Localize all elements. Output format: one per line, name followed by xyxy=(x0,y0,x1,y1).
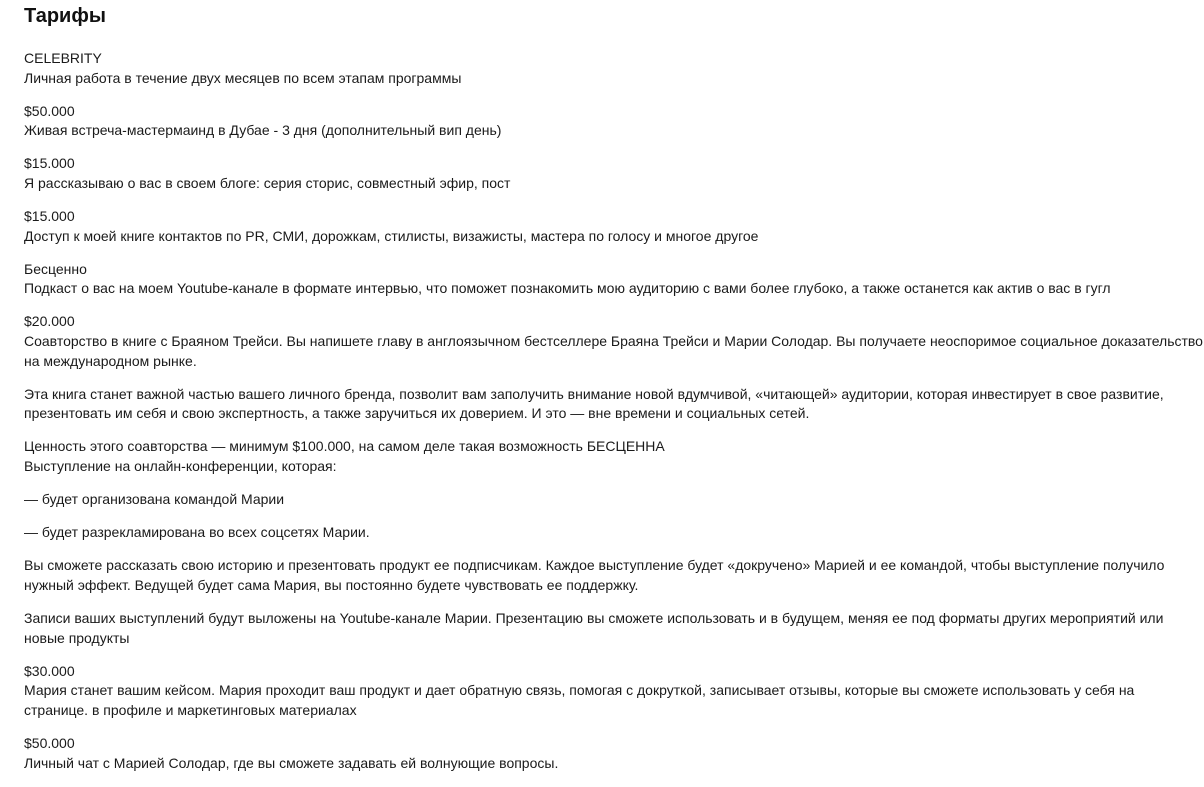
text-line: $20.000 xyxy=(24,313,75,330)
tariff-paragraph xyxy=(24,207,1204,246)
text-line: Соавторство в книге с Браяном Трейси. Вы напишете главу в англоязычном бестселлере Браяна Трейси и Марии Солодар. Вы получаете неоспоримое социальное доказательство xyxy=(24,333,1203,350)
text-line: Ценность этого соавторства — минимум $100.000, на самом деле такая возможность БЕСЦЕННА xyxy=(24,438,665,455)
text-line: странице. в профиле и маркетинговых материалах xyxy=(24,701,357,718)
tariff-paragraph xyxy=(24,312,1204,371)
text-line: Я рассказываю о вас в своем блоге: серия сторис, совместный эфир, пост xyxy=(24,174,511,191)
tariff-paragraph xyxy=(24,385,1204,424)
text-line: Подкаст о вас на моем Youtube-канале в формате интервью, что поможет познакомить мою аудиторию с вами более глубоко, а также останется как актив о вас в гугл xyxy=(24,280,1111,297)
text-line: новые продукты xyxy=(24,629,130,646)
tariff-paragraph xyxy=(24,154,1204,193)
text-line: Личная работа в течение двух месяцев по всем этапам программы xyxy=(24,69,462,86)
page-content xyxy=(24,0,1204,787)
text-line: нужный эффект. Ведущей будет сама Мария, вы постоянно будете чувствовать ее поддержку. xyxy=(24,576,639,593)
tariff-paragraph xyxy=(24,437,1204,476)
tariff-list xyxy=(24,49,1204,773)
text-line: Личный чат с Марией Солодар, где вы сможете задавать ей волнующие вопросы. xyxy=(24,754,559,771)
text-line: $15.000 xyxy=(24,208,75,225)
text-line: Вы сможете рассказать свою историю и презентовать продукт ее подписчикам. Каждое выступление будет «докручено» Марией и ее командой, чтобы выступление получило xyxy=(24,557,1165,574)
text-line: Выступление на онлайн-конференции, которая: xyxy=(24,458,337,474)
tariff-paragraph xyxy=(24,556,1204,595)
text-line: Живая встреча-мастермаинд в Дубае - 3 дня (дополнительный вип день) xyxy=(24,122,502,139)
tariff-paragraph xyxy=(24,734,1204,773)
text-line: — будет организована командой Марии xyxy=(24,491,285,508)
tariff-paragraph xyxy=(24,523,1204,543)
tariff-paragraph xyxy=(24,609,1204,648)
text-line: CELEBRITY xyxy=(24,50,102,66)
text-line: Записи ваших выступлений будут выложены на Youtube-канале Марии. Презентацию вы сможете использовать и в будущем, меняя ее под форматы других мероприятий или xyxy=(24,609,1164,626)
text-line: Эта книга станет важной частью вашего личного бренда, позволит вам заполучить внимание новой вдумчивой, «читающей» аудитории, которая инвестирует в свое развитие, xyxy=(24,385,1164,402)
text-line: презентовать им себя и свою экспертность, а также заручиться их доверием. И это — вне времени и социальных сетей. xyxy=(24,405,810,422)
tariff-paragraph xyxy=(24,49,1204,88)
tariff-paragraph xyxy=(24,260,1204,299)
tariff-paragraph xyxy=(24,102,1204,141)
text-line: Доступ к моей книге контактов по PR, СМИ, дорожкам, стилисты, визажисты, мастера по голосу и многое другое xyxy=(24,227,759,244)
page-title: Тарифы xyxy=(24,5,106,27)
text-line: $50.000 xyxy=(24,734,75,751)
text-line: $50.000 xyxy=(24,102,75,119)
text-line: Бесценно xyxy=(24,260,87,277)
text-line: Мария станет вашим кейсом. Мария проходит ваш продукт и дает обратную связь, помогая с докруткой, записывает отзывы, которые вы сможете использовать у себя на xyxy=(24,682,1135,699)
text-line: $15.000 xyxy=(24,155,75,172)
text-line: $30.000 xyxy=(24,662,75,679)
tariff-paragraph xyxy=(24,490,1204,510)
text-line: на международном рынке. xyxy=(24,352,197,369)
text-line: — будет разрекламирована во всех соцсетях Марии. xyxy=(24,524,370,541)
tariff-paragraph xyxy=(24,662,1204,721)
